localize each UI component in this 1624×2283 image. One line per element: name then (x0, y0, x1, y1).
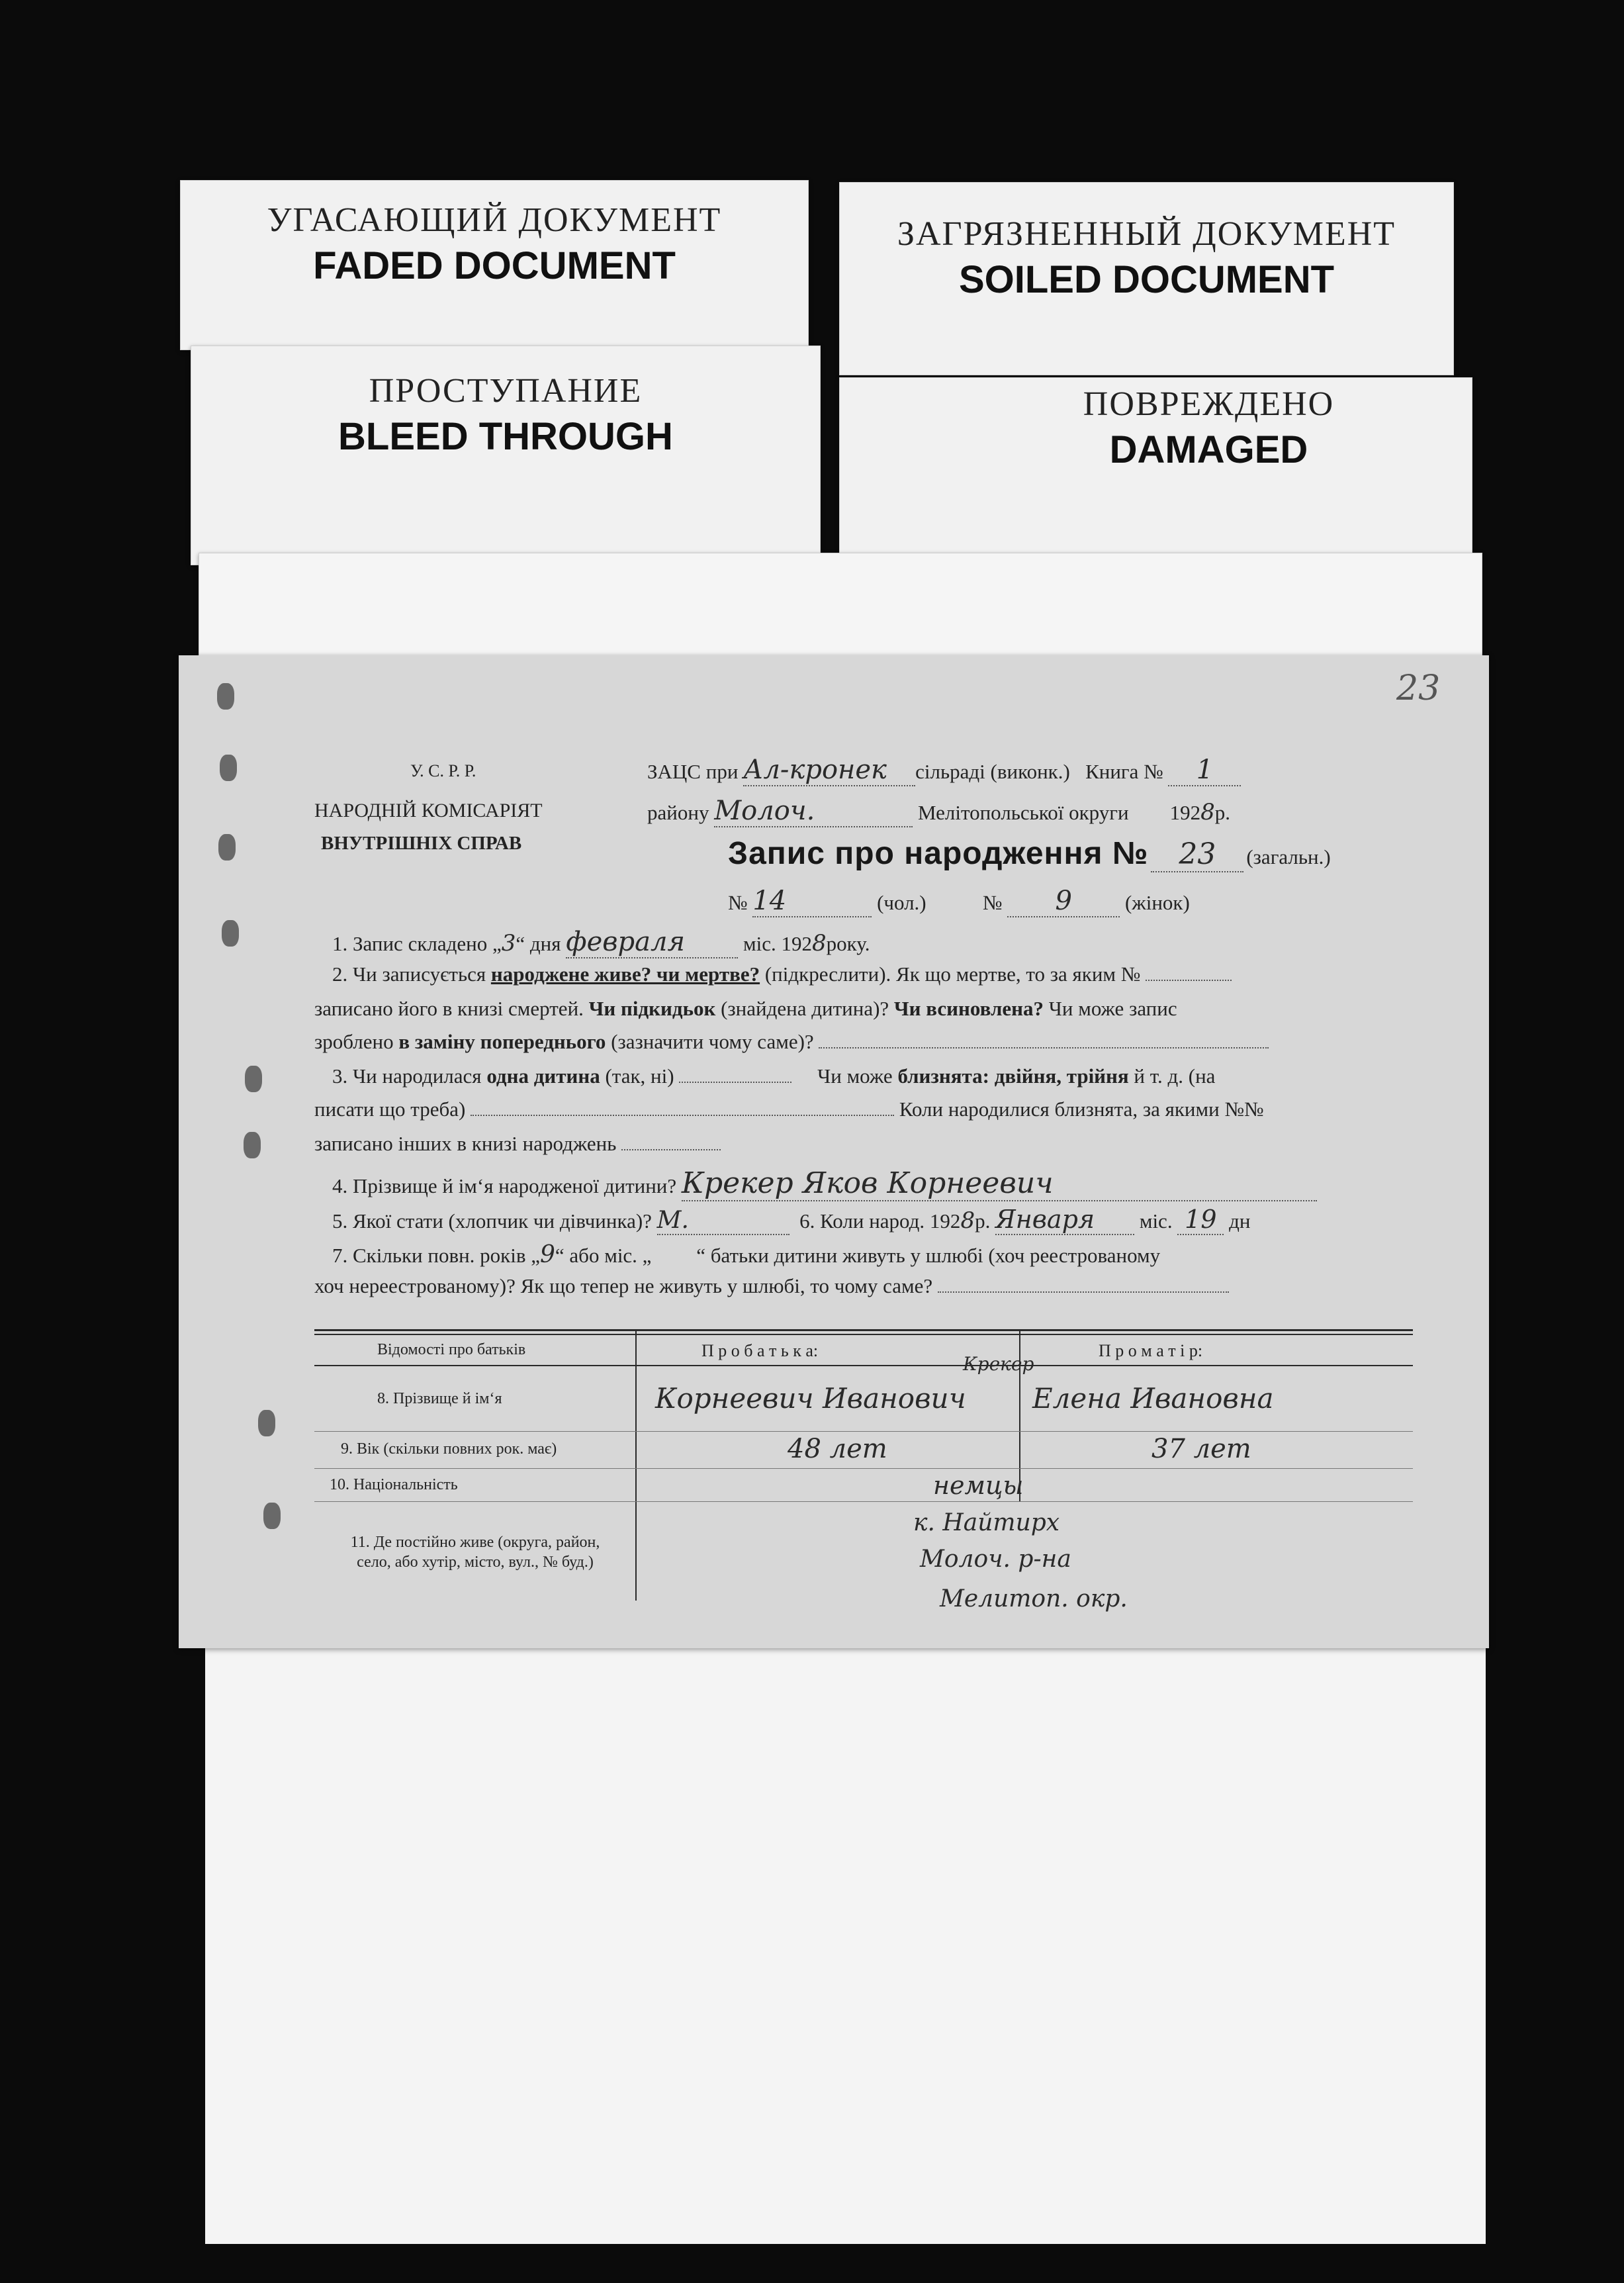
birth-day-value: 19 (1177, 1205, 1224, 1235)
gender-count-line (728, 886, 1190, 917)
year-suffix: р. (1214, 801, 1230, 824)
page-number: 23 (1396, 669, 1441, 708)
commissariat-label: НАРОДНІЙ КОМІСАРІЯТ (314, 800, 543, 821)
q3-text-d: Чи може (817, 1064, 893, 1088)
male-number: 14 (752, 886, 872, 917)
row-label-nationality: 10. Національність (330, 1476, 458, 1493)
q2-text-3a: зроблено (314, 1030, 394, 1053)
record-title-line (728, 835, 1331, 872)
q6-mis: міс. (1139, 1209, 1173, 1233)
zags-line (647, 755, 1241, 786)
zags-prefix: ЗАЦС при (647, 760, 739, 783)
q2-text-a: 2. Чи записується (332, 962, 486, 986)
district-prefix: району (647, 801, 709, 824)
binding-hole (222, 920, 239, 947)
q2-text-3c: (зазначити чому саме)? (611, 1030, 814, 1053)
q3-single-field (679, 1082, 791, 1083)
female-prefix: № (982, 891, 1003, 914)
q2-reason-field (819, 1047, 1269, 1048)
q2-text-2e: Чи може запис (1048, 997, 1177, 1020)
question-2-line-2 (314, 997, 1177, 1021)
q7-text-c: “ батьки дитини живуть у шлюбі (хоч реестрованому (696, 1244, 1161, 1267)
q2-text-2a: записано його в книзі смертей. (314, 997, 584, 1020)
q2-replacement: в заміну попереднього (398, 1030, 606, 1053)
father-name-value: Корнеевич Иванович (655, 1382, 966, 1415)
table-top-rule-2 (314, 1334, 1413, 1335)
q3-text-f: й т. д. (на (1134, 1064, 1216, 1088)
q2-death-number-field (1146, 980, 1232, 981)
q3-text-c: (так, ні) (605, 1064, 674, 1088)
table-top-rule (314, 1329, 1413, 1331)
binding-hole (244, 1132, 261, 1158)
bleed-slip-ru: ПРОСТУПАНИЕ (369, 372, 643, 410)
faded-document-slip (180, 180, 809, 350)
year-digit: 8 (1200, 799, 1215, 825)
q1-text-a: 1. Запис складено „ (332, 932, 502, 955)
table-row-rule (314, 1431, 1413, 1432)
zags-village-value: Ал-кронек (743, 755, 915, 786)
soiled-slip-en: SOILED DOCUMENT (958, 258, 1335, 301)
q5-label: 5. Якої стати (хлопчик чи дівчинка)? (332, 1209, 652, 1233)
residence-label-text: 11. Де постійно живе (округа, район, село, або хутір, місто, вул., № буд.) (350, 1534, 600, 1571)
q3-single-child: одна дитина (486, 1064, 600, 1088)
q1-text-b: “ дня (516, 932, 561, 955)
faded-slip-en: FADED DOCUMENT (313, 244, 676, 287)
q7-text-b: “ або міс. „ (555, 1244, 652, 1267)
row-label-name: 8. Прізвище й ім‘я (377, 1390, 502, 1407)
q2-text-c: (підкреслити). Як що мертве, то за яким № (764, 962, 1141, 986)
question-2-line-1 (332, 962, 1232, 986)
mother-age-value: 37 лет (1151, 1434, 1251, 1464)
address-line-2: Молоч. р-на (920, 1546, 1071, 1573)
question-7-line-2 (314, 1274, 1229, 1298)
q1-month: февраля (566, 927, 738, 958)
question-3-line-2 (314, 1097, 1264, 1121)
q3-text-2b: Коли народилися близнята, за якими №№ (899, 1097, 1264, 1121)
question-4 (332, 1166, 1317, 1201)
binding-hole (218, 834, 236, 861)
q3-text-3: записано інших в книзі народжень (314, 1132, 617, 1155)
soiled-slip-ru: ЗАГРЯЗНЕННЫЙ ДОКУМЕНТ (897, 215, 1396, 253)
table-header-father: П р о б а т ь к а: (701, 1341, 819, 1360)
binding-hole (220, 755, 237, 781)
q1-year: 8 (812, 930, 827, 956)
binding-hole (217, 683, 234, 710)
question-7-line-1 (332, 1241, 1160, 1268)
child-name-value: Крекер Яков Корнеевич (682, 1166, 1317, 1201)
book-number: 1 (1168, 755, 1241, 786)
backing-sheet (205, 1635, 1486, 2244)
ussr-label: У. С. Р. Р. (410, 761, 476, 780)
record-title: Запис про народження № (728, 836, 1149, 871)
q7-reason-field (938, 1291, 1229, 1293)
soiled-document-slip (839, 182, 1454, 375)
q2-text-2c: (знайдена дитина)? (721, 997, 889, 1020)
q3-text-a: 3. Чи народилася (332, 1064, 482, 1088)
male-label: (чол.) (877, 891, 926, 914)
book-label: Книга № (1085, 760, 1163, 783)
row-label-residence (336, 1532, 614, 1572)
table-header-rule (314, 1365, 1413, 1366)
q4-label: 4. Прізвище й ім‘я народженої дитини? (332, 1174, 677, 1197)
district-value: Молоч. (714, 796, 913, 827)
birth-record-form (179, 655, 1489, 1648)
district-line (647, 796, 1230, 827)
bleed-slip-en: BLEED THROUGH (338, 415, 673, 458)
address-line-3: Мелитоп. окр. (940, 1585, 1128, 1612)
question-3-line-3 (314, 1132, 721, 1156)
nationality-value: немцы (933, 1471, 1024, 1500)
damaged-slip (839, 377, 1472, 564)
binding-hole (245, 1066, 262, 1092)
female-label: (жінок) (1124, 891, 1190, 914)
internal-affairs-label: ВНУТРІШНІХ СПРАВ (321, 833, 522, 854)
q1-text-d: року. (826, 932, 870, 955)
table-col-divider-1 (635, 1329, 637, 1601)
q3-twins-field (471, 1115, 894, 1116)
q2-foundling: Чи підкидьок (588, 997, 716, 1020)
zags-suffix: сільраді (виконк.) (915, 760, 1070, 783)
table-row-rule (314, 1468, 1413, 1469)
question-5-6 (332, 1205, 1250, 1235)
q6-dn: дн (1229, 1209, 1251, 1233)
q3-twins: близнята: двійня, трійня (897, 1064, 1129, 1088)
address-line-1: к. Найтирх (913, 1509, 1060, 1536)
q2-alive-dead: народжене живе? чи мертве? (490, 962, 760, 986)
question-1 (332, 927, 870, 958)
record-general-label: (загальн.) (1246, 845, 1331, 868)
female-number: 9 (1007, 886, 1120, 917)
year-prefix: 192 (1169, 801, 1201, 824)
okrug-label: Мелітопольської округи (917, 801, 1129, 824)
q7-text-a: 7. Скільки повн. років „ (332, 1244, 540, 1267)
question-2-line-3 (314, 1030, 1269, 1054)
faded-slip-ru: УГАСАЮЩИЙ ДОКУМЕНТ (267, 201, 722, 239)
q2-adopted: Чи всиновлена? (893, 997, 1044, 1020)
table-header-parents: Відомості про батьків (377, 1341, 526, 1358)
table-row-rule (314, 1501, 1413, 1502)
mother-name-value: Елена Ивановна (1032, 1382, 1274, 1415)
q1-text-c: міс. 192 (743, 932, 813, 955)
q6-r: р. (975, 1209, 991, 1233)
binding-hole (258, 1410, 275, 1436)
question-3-line-1 (332, 1064, 1215, 1088)
child-sex-value: М. (657, 1207, 789, 1235)
q1-day: 3 (501, 930, 516, 956)
damaged-slip-ru: ПОВРЕЖДЕНО (1083, 385, 1335, 423)
record-number: 23 (1151, 837, 1243, 872)
birth-month-value: Января (995, 1205, 1134, 1235)
q3-text-2a: писати що треба) (314, 1097, 466, 1121)
damaged-slip-en: DAMAGED (1109, 428, 1308, 471)
row-label-age: 9. Вік (скільки повних рок. має) (341, 1440, 557, 1458)
binding-hole (263, 1503, 281, 1529)
q7-text-2: хоч нереестрованому)? Як що тепер не живуть у шлюбі, то чому саме? (314, 1274, 933, 1297)
father-age-value: 48 лет (788, 1434, 887, 1464)
bleed-through-slip (191, 346, 821, 565)
male-prefix: № (728, 891, 748, 914)
table-header-mother: П р о м а т і р: (1099, 1341, 1203, 1360)
marriage-years-value: 9 (540, 1241, 555, 1268)
q6-year: 8 (960, 1207, 975, 1234)
q3-other-field (621, 1149, 721, 1150)
q6-label: 6. Коли народ. 192 (799, 1209, 961, 1233)
surname-above-note: Крекер (963, 1353, 1034, 1375)
